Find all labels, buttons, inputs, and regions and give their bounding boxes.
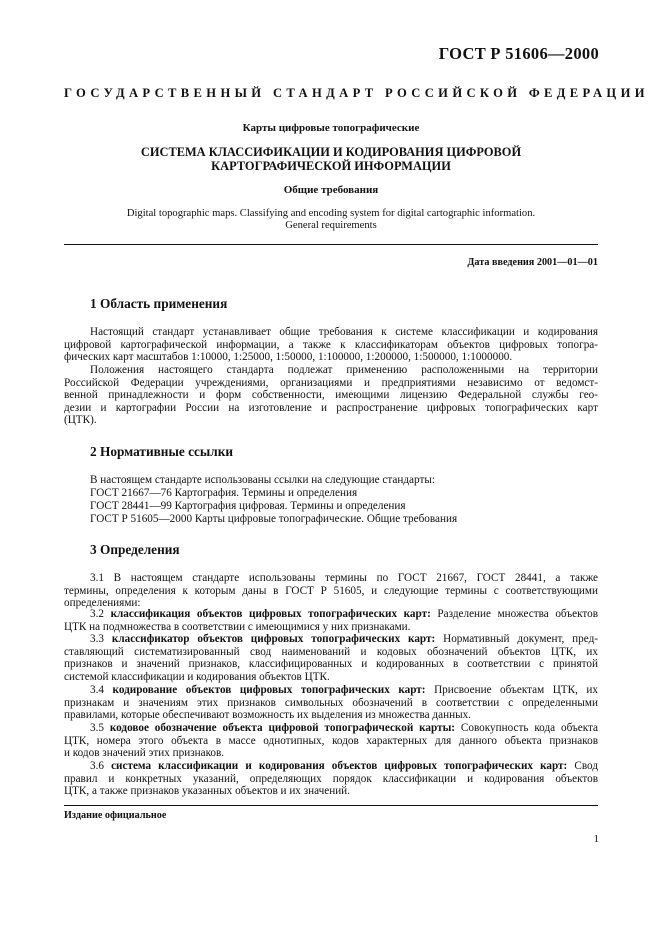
text-line: Настоящий стандарт устанавливает общие требования к системе классификации и кодирования (90, 326, 598, 338)
clause-number: 3.2 (90, 608, 104, 620)
english-title-line2: General requirements (285, 220, 377, 231)
clause-number: 3.6 (90, 760, 104, 772)
section1-heading: 1 Область применения (90, 296, 228, 311)
definition-text: Присвоение объектам ЦТК, их (434, 684, 598, 696)
introduction-date: Дата введения 2001—01—01 (467, 257, 598, 268)
text-line: дезии и картографии России на изготовление и распространение цифровых топографических карт (64, 401, 598, 414)
text-line: Положения настоящего стандарта подлежат применению расположенными на территории (90, 364, 598, 376)
reference-item: ГОСТ Р 51605—2000 Карты цифровые топографические. Общие требования (90, 513, 458, 525)
text-line (64, 633, 598, 646)
definition-text: Нормативный документ, пред- (443, 633, 598, 645)
text-line (64, 722, 598, 735)
references-intro: В настоящем стандарте использованы ссылки на следующие стандарты: (90, 474, 435, 486)
text-line: правилами, которые обеспечивают возможность их выделения из множества данных. (64, 709, 471, 721)
edition-note: Издание официальное (64, 810, 167, 821)
reference-item: ГОСТ 28441—99 Картография цифровая. Термины и определения (90, 500, 406, 512)
defined-term: классификация объектов цифровых топографических карт: (110, 608, 431, 620)
text-line: ЦТК, а также признаков указанных объектов и их значений. (64, 785, 350, 797)
text-line: ставляющий систематизированный свод наименований и кодовых обозначений объектов ЦТК, их (64, 645, 598, 658)
definition-text: Свод (574, 760, 598, 772)
standard-title: ГОСУДАРСТВЕННЫЙ СТАНДАРТ РОССИЙСКОЙ ФЕДЕРАЦИИ (64, 86, 649, 100)
text-line: признакам и значениям этих признаков символьных обозначений в соответствии с определенными (64, 696, 598, 709)
text-line: определениями: (64, 597, 141, 609)
definition-3-1 (64, 572, 598, 610)
section1-paragraph1 (64, 326, 598, 364)
doc-main-title (64, 145, 598, 173)
text-line: правил и конкретных указаний, определяющих порядок классификации и кодирования объектов (64, 772, 598, 785)
text-line: термины, определения к которым даны в ГОСТ Р 51605, и следующие термины с соответствующими (64, 584, 598, 597)
text-line: венной принадлежности и форм собственности, имеющими лицензию Федеральной службы гео- (64, 389, 598, 401)
defined-term: кодовое обозначение объекта цифровой топографической карты: (109, 722, 456, 734)
definition-3-2 (64, 608, 598, 633)
text-line (64, 608, 598, 621)
clause-number: 3.5 (90, 722, 104, 734)
reference-item: ГОСТ 21667—76 Картография. Термины и определения (90, 487, 358, 499)
doc-subject: Карты цифровые топографические (242, 122, 420, 134)
definition-text: Разделение множества объектов (437, 608, 598, 620)
footer-divider (64, 805, 598, 806)
definition-3-6 (64, 760, 598, 798)
text-line: ЦТК, номера этого объекта в массе однотипных, кодов характерных для данного объекта признаков (64, 734, 598, 747)
doc-main-title-line2: КАРТОГРАФИЧЕСКОЙ ИНФОРМАЦИИ (211, 159, 451, 173)
text-line: ЦТК на подмножества в соответствии с имеющимися у них признаками. (64, 620, 411, 633)
clause-number: 3.3 (90, 633, 104, 645)
top-divider (64, 244, 598, 245)
definition-3-5 (64, 722, 598, 760)
text-line: и кодов значений этих признаков. (64, 747, 225, 759)
text-line: Российской Федерации учреждениями, организациями и предприятиями независимо от ведомст- (64, 376, 598, 389)
text-line: (ЦТК). (64, 414, 97, 426)
definition-3-4 (64, 684, 598, 722)
section1-paragraph2 (64, 364, 598, 427)
text-line: системой классификации и кодирования объектов ЦТК. (64, 670, 330, 683)
text-line (64, 760, 598, 773)
definition-3-3 (64, 633, 598, 683)
text-line: признаков и значений признаков, классифицированных и кодированных в соответствии с принятой (64, 658, 598, 670)
english-title-line1: Digital topographic maps. Classifying and encoding system for digital cartographic information. (126, 208, 536, 219)
standard-code: ГОСТ Р 51606—2000 (438, 44, 599, 63)
text-line (64, 684, 598, 697)
section3-heading: 3 Определения (90, 542, 180, 557)
defined-term: кодирование объектов цифровых топографических карт: (112, 684, 426, 696)
section2-heading: 2 Нормативные ссылки (90, 444, 234, 459)
defined-term: классификатор объектов цифровых топографических карт: (111, 633, 436, 645)
text-line: 3.1 В настоящем стандарте использованы термины по ГОСТ 21667, ГОСТ 28441, а также (90, 572, 598, 584)
definition-text: Совокупность кода объекта (460, 722, 598, 734)
text-line: цифровой картографической информации, а также к классификаторам объектов цифровых топогра- (64, 338, 598, 351)
doc-requirements: Общие требования (283, 184, 379, 196)
english-title (64, 208, 598, 232)
doc-main-title-line1: СИСТЕМА КЛАССИФИКАЦИИ И КОДИРОВАНИЯ ЦИФРОВОЙ (140, 145, 522, 159)
text-line: фических карт масштабов 1:10000, 1:25000, 1:50000, 1:100000, 1:200000, 1:500000, 1:1000000. (64, 351, 513, 363)
clause-number: 3.4 (90, 684, 104, 696)
page-number: 1 (593, 833, 599, 845)
defined-term: система классификации и кодирования объектов цифровых топографических карт: (111, 760, 568, 772)
